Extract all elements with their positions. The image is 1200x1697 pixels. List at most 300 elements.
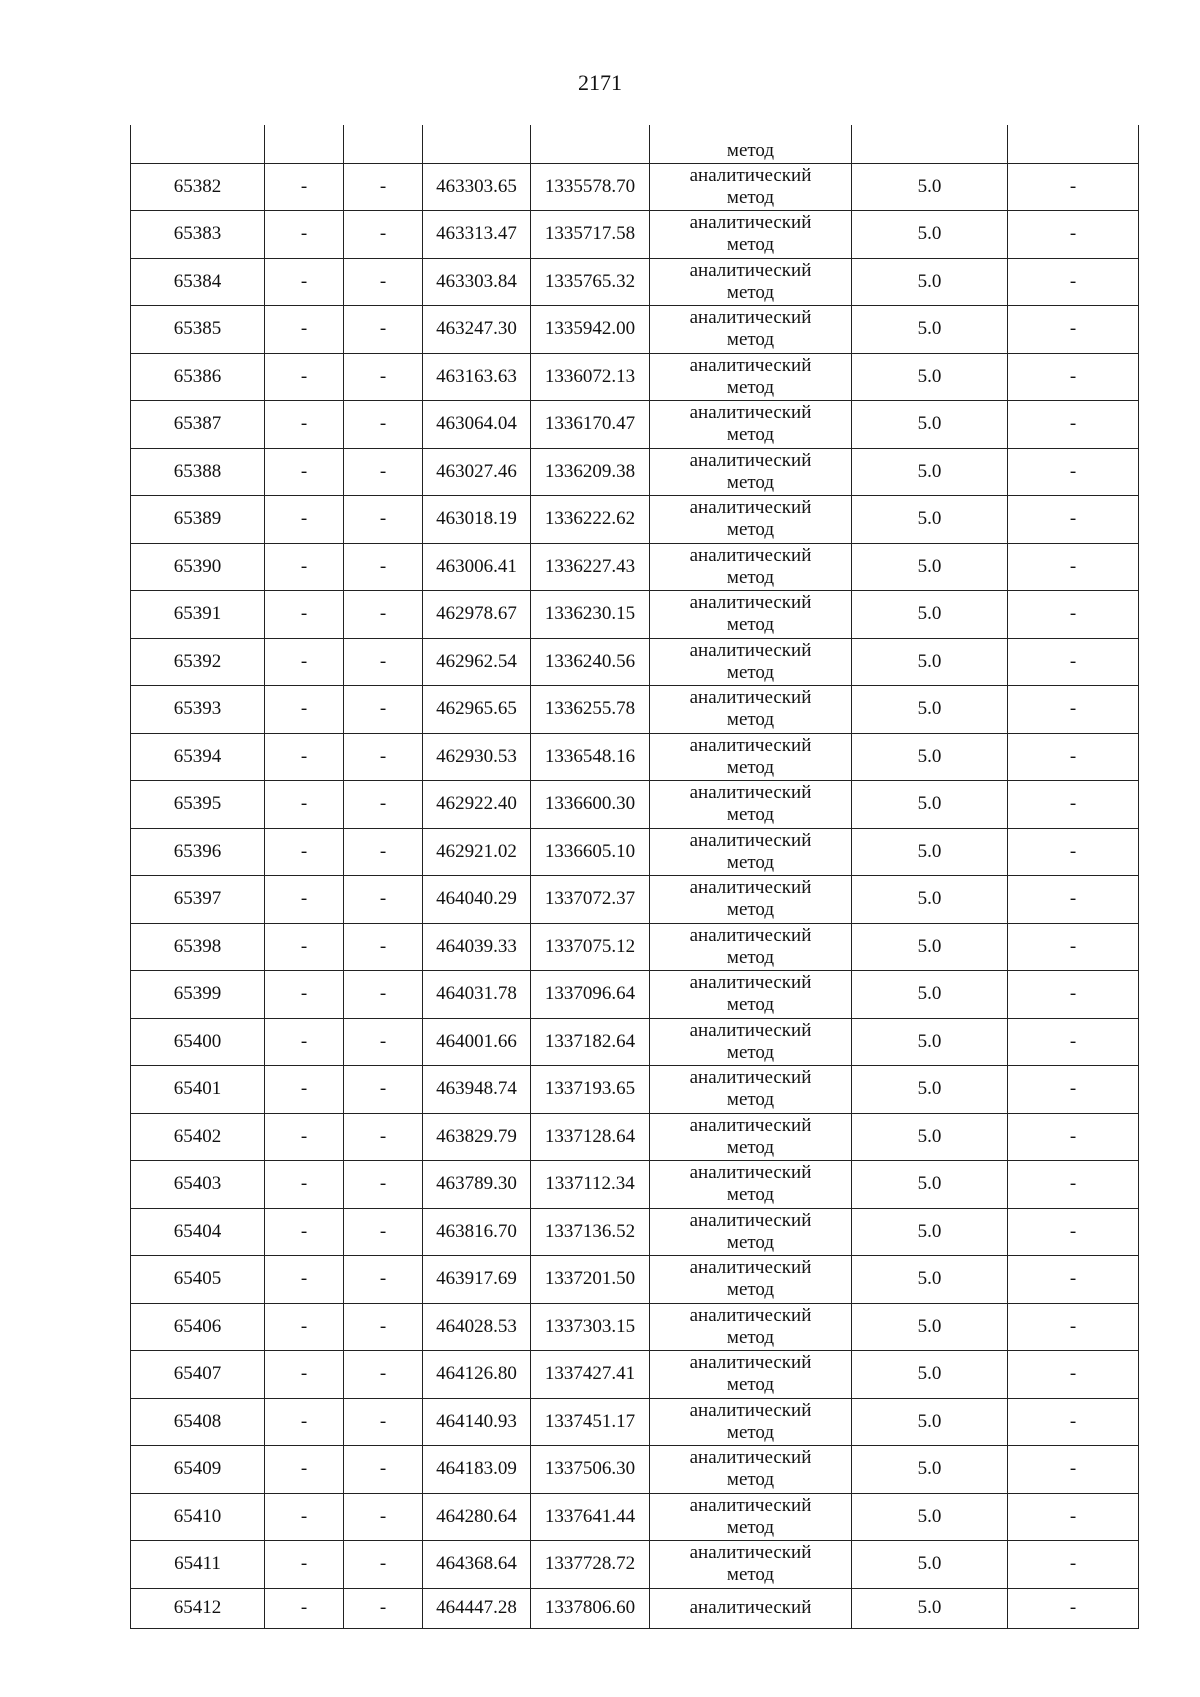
cell-id: 65402 — [131, 1113, 265, 1161]
table-row — [131, 733, 1139, 781]
cell-method — [650, 1303, 852, 1351]
cell-col3: - — [344, 828, 423, 876]
cell-col3: - — [344, 1161, 423, 1209]
cell-col3: - — [344, 1398, 423, 1446]
cell-method — [650, 686, 852, 734]
cell-col2: - — [265, 496, 344, 544]
cell-accuracy: 5.0 — [852, 1208, 1008, 1256]
cell-col2: - — [265, 1161, 344, 1209]
cell-method — [650, 401, 852, 449]
cell-col3: - — [344, 1446, 423, 1494]
cell-col3: - — [344, 876, 423, 924]
table-row — [131, 211, 1139, 259]
cell-x: 464447.28 — [423, 1588, 531, 1628]
cell-col3: - — [344, 306, 423, 354]
cell-x: 463247.30 — [423, 306, 531, 354]
cell-id: 65406 — [131, 1303, 265, 1351]
cell-y: 1337728.72 — [531, 1541, 650, 1589]
cell-note: - — [1008, 828, 1139, 876]
cell-id: 65398 — [131, 923, 265, 971]
cell-x: 464001.66 — [423, 1018, 531, 1066]
cell-y: 1337641.44 — [531, 1493, 650, 1541]
method-line-1: аналитический — [689, 1542, 812, 1564]
cell-y: 1337451.17 — [531, 1398, 650, 1446]
cell-y: 1337506.30 — [531, 1446, 650, 1494]
cell-note — [1008, 125, 1139, 163]
method-line-2: метод — [726, 1421, 775, 1443]
cell-note: - — [1008, 923, 1139, 971]
cell-col2: - — [265, 971, 344, 1019]
cell-y: 1337193.65 — [531, 1066, 650, 1114]
method-line-1: аналитический — [689, 1304, 812, 1326]
table-row — [131, 1588, 1139, 1628]
cell-col2: - — [265, 781, 344, 829]
cell-col3: - — [344, 1113, 423, 1161]
cell-note: - — [1008, 1351, 1139, 1399]
cell-method — [650, 1351, 852, 1399]
cell-col2: - — [265, 448, 344, 496]
table-row — [131, 1161, 1139, 1209]
cell-x: 463018.19 — [423, 496, 531, 544]
cell-x: 462921.02 — [423, 828, 531, 876]
method-line-1: аналитический — [689, 1352, 812, 1374]
cell-y — [531, 125, 650, 163]
cell-x: 463163.63 — [423, 353, 531, 401]
cell-id: 65393 — [131, 686, 265, 734]
method-line-2: метод — [726, 471, 775, 493]
method-line-1: аналитический — [689, 497, 812, 519]
cell-col3: - — [344, 258, 423, 306]
method-line-2: метод — [726, 329, 775, 351]
cell-x: 463816.70 — [423, 1208, 531, 1256]
cell-id: 65384 — [131, 258, 265, 306]
table-row — [131, 591, 1139, 639]
cell-col2: - — [265, 876, 344, 924]
cell-accuracy: 5.0 — [852, 638, 1008, 686]
method-line-1: аналитический — [689, 924, 812, 946]
cell-y: 1335717.58 — [531, 211, 650, 259]
cell-method — [650, 1493, 852, 1541]
cell-accuracy: 5.0 — [852, 1161, 1008, 1209]
cell-y: 1336227.43 — [531, 543, 650, 591]
cell-accuracy: 5.0 — [852, 258, 1008, 306]
cell-note: - — [1008, 1161, 1139, 1209]
table-row — [131, 876, 1139, 924]
cell-x: 463303.84 — [423, 258, 531, 306]
cell-id: 65403 — [131, 1161, 265, 1209]
cell-method — [650, 1256, 852, 1304]
method-line-2: метод — [726, 376, 775, 398]
cell-col3 — [344, 125, 423, 163]
cell-method — [650, 1113, 852, 1161]
cell-method — [650, 971, 852, 1019]
cell-method — [650, 1018, 852, 1066]
cell-accuracy: 5.0 — [852, 1018, 1008, 1066]
cell-col3: - — [344, 496, 423, 544]
cell-id: 65405 — [131, 1256, 265, 1304]
cell-id: 65387 — [131, 401, 265, 449]
cell-y: 1335765.32 — [531, 258, 650, 306]
cell-accuracy: 5.0 — [852, 306, 1008, 354]
cell-accuracy: 5.0 — [852, 163, 1008, 211]
cell-x: 464040.29 — [423, 876, 531, 924]
cell-col3: - — [344, 353, 423, 401]
method-line-2: метод — [726, 1326, 775, 1348]
cell-col2: - — [265, 1446, 344, 1494]
method-line-1: аналитический — [689, 449, 812, 471]
cell-y: 1337112.34 — [531, 1161, 650, 1209]
cell-col2: - — [265, 1588, 344, 1628]
cell-x: 462922.40 — [423, 781, 531, 829]
cell-col2: - — [265, 401, 344, 449]
cell-accuracy: 5.0 — [852, 448, 1008, 496]
cell-accuracy: 5.0 — [852, 1541, 1008, 1589]
method-line-2: метод — [726, 851, 775, 873]
cell-note: - — [1008, 353, 1139, 401]
table-row — [131, 781, 1139, 829]
cell-method — [650, 923, 852, 971]
cell-col2: - — [265, 543, 344, 591]
cell-col2: - — [265, 1493, 344, 1541]
cell-accuracy: 5.0 — [852, 211, 1008, 259]
method-line-1: аналитический — [689, 1162, 812, 1184]
method-line-2: метод — [726, 804, 775, 826]
cell-id: 65385 — [131, 306, 265, 354]
cell-x: 464140.93 — [423, 1398, 531, 1446]
cell-method — [650, 1398, 852, 1446]
cell-accuracy: 5.0 — [852, 1588, 1008, 1628]
method-line-2: метод — [726, 946, 775, 968]
cell-method — [650, 1066, 852, 1114]
cell-y: 1336605.10 — [531, 828, 650, 876]
cell-y: 1336600.30 — [531, 781, 650, 829]
cell-note: - — [1008, 1066, 1139, 1114]
cell-x: 463064.04 — [423, 401, 531, 449]
cell-method — [650, 306, 852, 354]
cell-col3: - — [344, 591, 423, 639]
cell-y: 1337303.15 — [531, 1303, 650, 1351]
table-row — [131, 686, 1139, 734]
cell-accuracy: 5.0 — [852, 686, 1008, 734]
cell-method — [650, 781, 852, 829]
cell-col3: - — [344, 1018, 423, 1066]
cell-id: 65388 — [131, 448, 265, 496]
cell-y: 1337072.37 — [531, 876, 650, 924]
cell-col2: - — [265, 211, 344, 259]
cell-method — [650, 258, 852, 306]
cell-y: 1336255.78 — [531, 686, 650, 734]
cell-col2: - — [265, 1066, 344, 1114]
cell-method: метод — [650, 125, 852, 163]
cell-note: - — [1008, 543, 1139, 591]
cell-x: 464280.64 — [423, 1493, 531, 1541]
method-line-1: аналитический — [689, 639, 812, 661]
table-row — [131, 258, 1139, 306]
cell-note: - — [1008, 733, 1139, 781]
table-row — [131, 1493, 1139, 1541]
cell-col2: - — [265, 1018, 344, 1066]
cell-accuracy: 5.0 — [852, 923, 1008, 971]
table-row — [131, 1541, 1139, 1589]
cell-id: 65410 — [131, 1493, 265, 1541]
cell-accuracy: 5.0 — [852, 1351, 1008, 1399]
cell-method — [650, 496, 852, 544]
cell-x: 462962.54 — [423, 638, 531, 686]
cell-accuracy: 5.0 — [852, 1256, 1008, 1304]
cell-y: 1337136.52 — [531, 1208, 650, 1256]
cell-y: 1335578.70 — [531, 163, 650, 211]
cell-x: 463303.65 — [423, 163, 531, 211]
coordinates-table — [130, 125, 1139, 1629]
cell-x: 463789.30 — [423, 1161, 531, 1209]
cell-col2: - — [265, 591, 344, 639]
cell-note: - — [1008, 448, 1139, 496]
cell-id: 65396 — [131, 828, 265, 876]
method-line-1: аналитический — [689, 1494, 812, 1516]
cell-id: 65395 — [131, 781, 265, 829]
cell-accuracy: 5.0 — [852, 496, 1008, 544]
table-row — [131, 971, 1139, 1019]
cell-col3: - — [344, 1493, 423, 1541]
method-line-1: аналитический — [689, 592, 812, 614]
cell-note: - — [1008, 496, 1139, 544]
method-line-1: аналитический — [689, 259, 812, 281]
method-line-2: метод — [726, 1374, 775, 1396]
table-row — [131, 1351, 1139, 1399]
cell-accuracy: 5.0 — [852, 1303, 1008, 1351]
cell-accuracy: 5.0 — [852, 1493, 1008, 1541]
cell-id: 65397 — [131, 876, 265, 924]
cell-x: 464126.80 — [423, 1351, 531, 1399]
method-line-2: метод — [726, 1564, 775, 1586]
cell-accuracy: 5.0 — [852, 876, 1008, 924]
method-line-1: аналитический — [689, 1399, 812, 1421]
cell-col2: - — [265, 1351, 344, 1399]
cell-note: - — [1008, 258, 1139, 306]
cell-y: 1336222.62 — [531, 496, 650, 544]
cell-method — [650, 876, 852, 924]
cell-note: - — [1008, 686, 1139, 734]
cell-method — [650, 638, 852, 686]
cell-id: 65401 — [131, 1066, 265, 1114]
method-line-1: аналитический — [689, 877, 812, 899]
method-line-1: аналитический — [689, 164, 812, 186]
cell-x: 463917.69 — [423, 1256, 531, 1304]
cell-col2: - — [265, 163, 344, 211]
method-line-2: метод — [726, 281, 775, 303]
cell-accuracy: 5.0 — [852, 1113, 1008, 1161]
method-line-1: аналитический — [689, 782, 812, 804]
cell-col2: - — [265, 1303, 344, 1351]
cell-col3: - — [344, 1066, 423, 1114]
cell-col2: - — [265, 353, 344, 401]
method-line-2: метод — [726, 186, 775, 208]
table-row — [131, 496, 1139, 544]
method-line-1: аналитический — [689, 1019, 812, 1041]
cell-y: 1337128.64 — [531, 1113, 650, 1161]
cell-note: - — [1008, 1256, 1139, 1304]
cell-note: - — [1008, 1208, 1139, 1256]
cell-col2: - — [265, 258, 344, 306]
method-line-2: метод — [726, 661, 775, 683]
table-row — [131, 353, 1139, 401]
cell-col3: - — [344, 1303, 423, 1351]
cell-x: 462965.65 — [423, 686, 531, 734]
cell-y: 1337075.12 — [531, 923, 650, 971]
cell-x: 463313.47 — [423, 211, 531, 259]
cell-col3: - — [344, 1541, 423, 1589]
cell-note: - — [1008, 876, 1139, 924]
cell-x — [423, 125, 531, 163]
table-row — [131, 1446, 1139, 1494]
method-line-2: метод — [726, 519, 775, 541]
cell-accuracy: 5.0 — [852, 1066, 1008, 1114]
cell-id: 65391 — [131, 591, 265, 639]
cell-col3: - — [344, 733, 423, 781]
cell-x: 464039.33 — [423, 923, 531, 971]
method-line-1: аналитический — [689, 1597, 812, 1618]
method-line-1: аналитический — [689, 972, 812, 994]
cell-method — [650, 211, 852, 259]
table-row — [131, 1208, 1139, 1256]
cell-note: - — [1008, 1588, 1139, 1628]
cell-col2: - — [265, 923, 344, 971]
cell-col3: - — [344, 1208, 423, 1256]
cell-x: 464031.78 — [423, 971, 531, 1019]
table-row — [131, 1066, 1139, 1114]
cell-id: 65394 — [131, 733, 265, 781]
cell-accuracy: 5.0 — [852, 733, 1008, 781]
cell-note: - — [1008, 1303, 1139, 1351]
method-line-1: аналитический — [689, 544, 812, 566]
cell-method — [650, 591, 852, 639]
cell-id: 65404 — [131, 1208, 265, 1256]
cell-method — [650, 1541, 852, 1589]
table-row — [131, 1018, 1139, 1066]
table-row — [131, 401, 1139, 449]
cell-id: 65390 — [131, 543, 265, 591]
cell-x: 463948.74 — [423, 1066, 531, 1114]
cell-col2: - — [265, 686, 344, 734]
cell-x: 464028.53 — [423, 1303, 531, 1351]
method-line-1: аналитический — [689, 354, 812, 376]
cell-col2 — [265, 125, 344, 163]
cell-method — [650, 448, 852, 496]
cell-col3: - — [344, 543, 423, 591]
method-line-2: метод — [726, 1089, 775, 1111]
cell-col2: - — [265, 733, 344, 781]
cell-method — [650, 1446, 852, 1494]
cell-note: - — [1008, 163, 1139, 211]
method-line-1: аналитический — [689, 829, 812, 851]
method-line-2: метод — [726, 1469, 775, 1491]
table-row — [131, 1113, 1139, 1161]
cell-col3: - — [344, 448, 423, 496]
cell-x: 462978.67 — [423, 591, 531, 639]
page-number: 2171 — [578, 70, 622, 95]
table-row — [131, 448, 1139, 496]
cell-note: - — [1008, 401, 1139, 449]
method-line-1: аналитический — [689, 307, 812, 329]
cell-y: 1337806.60 — [531, 1588, 650, 1628]
cell-id: 65383 — [131, 211, 265, 259]
table-row — [131, 163, 1139, 211]
cell-accuracy: 5.0 — [852, 971, 1008, 1019]
table-row — [131, 306, 1139, 354]
method-line-1: аналитический — [689, 1447, 812, 1469]
cell-col2: - — [265, 306, 344, 354]
cell-id: 65382 — [131, 163, 265, 211]
cell-y: 1337427.41 — [531, 1351, 650, 1399]
cell-method — [650, 733, 852, 781]
cell-col3: - — [344, 923, 423, 971]
method-line-2: метод — [726, 756, 775, 778]
cell-accuracy: 5.0 — [852, 781, 1008, 829]
cell-id: 65407 — [131, 1351, 265, 1399]
cell-x: 463027.46 — [423, 448, 531, 496]
cell-note: - — [1008, 781, 1139, 829]
cell-y: 1336230.15 — [531, 591, 650, 639]
cell-id: 65411 — [131, 1541, 265, 1589]
cell-col3: - — [344, 401, 423, 449]
cell-note: - — [1008, 306, 1139, 354]
cell-accuracy: 5.0 — [852, 353, 1008, 401]
cell-col2: - — [265, 1256, 344, 1304]
cell-y: 1336240.56 — [531, 638, 650, 686]
table-body — [131, 125, 1139, 1628]
method-line-2: метод — [726, 566, 775, 588]
cell-x: 464368.64 — [423, 1541, 531, 1589]
cell-x: 463829.79 — [423, 1113, 531, 1161]
cell-note: - — [1008, 1018, 1139, 1066]
cell-id — [131, 125, 265, 163]
cell-method — [650, 1161, 852, 1209]
cell-col2: - — [265, 1398, 344, 1446]
cell-col3: - — [344, 781, 423, 829]
cell-y: 1336548.16 — [531, 733, 650, 781]
cell-method — [650, 543, 852, 591]
cell-method — [650, 163, 852, 211]
cell-col3: - — [344, 971, 423, 1019]
cell-col2: - — [265, 1113, 344, 1161]
cell-col2: - — [265, 638, 344, 686]
table-row — [131, 1398, 1139, 1446]
method-line-2: метод — [726, 1516, 775, 1538]
cell-y: 1336170.47 — [531, 401, 650, 449]
method-line-2: метод — [726, 709, 775, 731]
cell-col3: - — [344, 163, 423, 211]
cell-col2: - — [265, 1541, 344, 1589]
table-row — [131, 828, 1139, 876]
cell-x: 462930.53 — [423, 733, 531, 781]
cell-y: 1337182.64 — [531, 1018, 650, 1066]
cell-x: 464183.09 — [423, 1446, 531, 1494]
cell-accuracy: 5.0 — [852, 828, 1008, 876]
method-line-2: метод — [726, 234, 775, 256]
cell-id: 65412 — [131, 1588, 265, 1628]
table-row — [131, 1256, 1139, 1304]
cell-id: 65399 — [131, 971, 265, 1019]
cell-x: 463006.41 — [423, 543, 531, 591]
method-line-1: аналитический — [689, 402, 812, 424]
method-line-1: аналитический — [689, 212, 812, 234]
method-line-2: метод — [726, 1184, 775, 1206]
method-line-2: метод — [726, 1279, 775, 1301]
cell-note: - — [1008, 971, 1139, 1019]
method-line-2: метод — [726, 994, 775, 1016]
cell-id: 65408 — [131, 1398, 265, 1446]
cell-col3: - — [344, 686, 423, 734]
